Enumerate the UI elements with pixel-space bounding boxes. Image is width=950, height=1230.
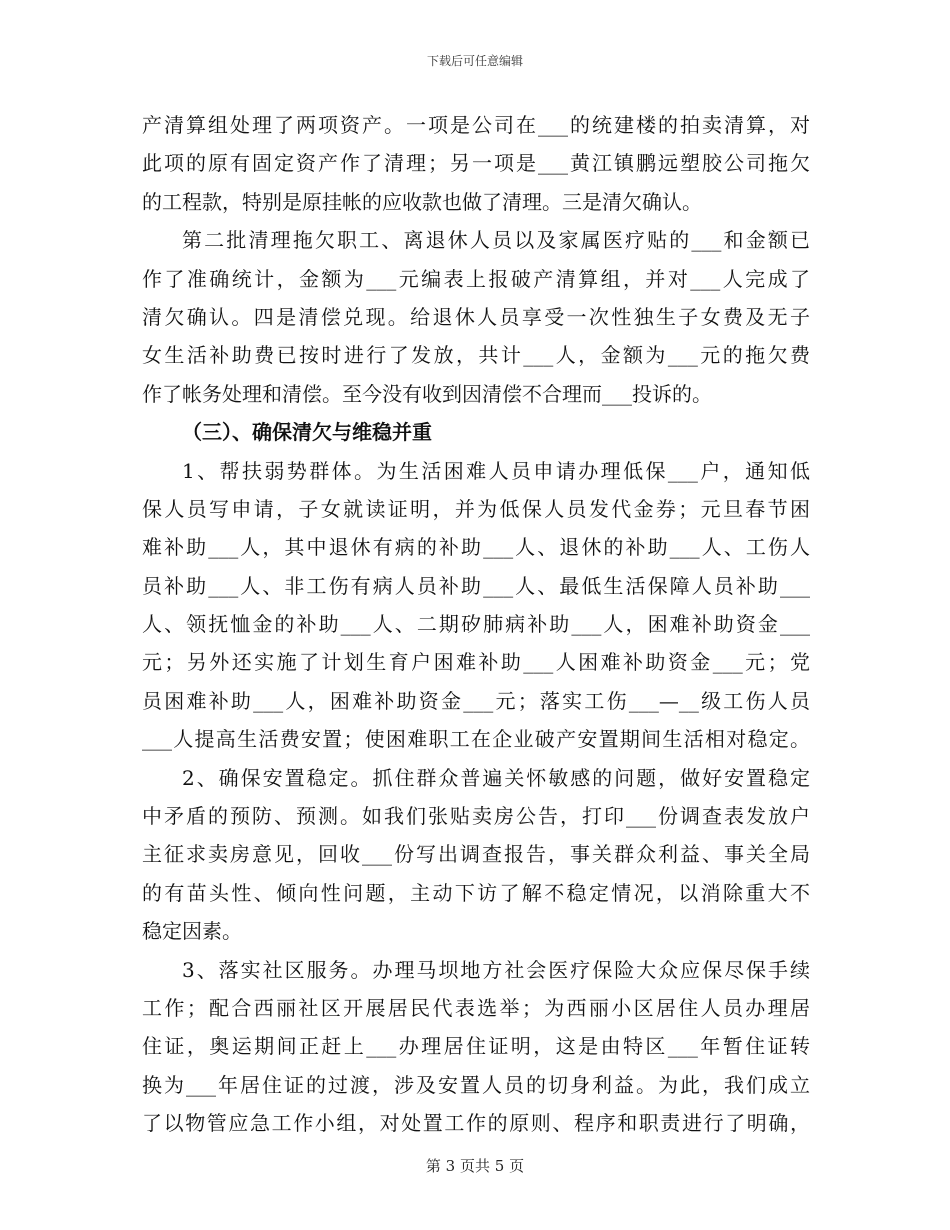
body-line-21: 的有苗头性、倾向性问题，主动下访了解不稳定情况，以消除重大不 [142,880,810,905]
body-line-11: 保人员写申请，子女就读证明，并为低保人员发代金券；元旦春节困 [142,496,810,521]
body-line-5: 作了准确统计，金额为___元编表上报破产清算组，并对___人完成了 [142,266,810,291]
body-line-3: 的工程款，特别是原挂帐的应收款也做了清理。三是清欠确认。 [142,189,702,214]
body-line-2: 此项的原有固定资产作了清理；另一项是___黄江镇鹏远塑胶公司拖欠 [142,151,810,176]
body-line-1: 产清算组处理了两项资产。一项是公司在___的统建楼的拍卖清算，对 [142,113,810,137]
body-line-19: 中矛盾的预防、预测。如我们张贴卖房公告，打印___份调查表发放户 [142,804,810,829]
body-line-15: 元；另外还实施了计划生育户困难补助___人困难补助资金___元；党 [142,650,810,675]
body-line-23: 3、落实社区服务。办理马坝地方社会医疗保险大众应保尽保手续 [182,957,810,982]
body-line-24: 工作；配合西丽社区开展居民代表选举；为西丽小区居住人员办理居 [142,995,810,1020]
body-line-26: 换为___年居住证的过渡，涉及安置人员的切身利益。为此，我们成立 [142,1072,810,1097]
body-line-4: 第二批清理拖欠职工、离退休人员以及家属医疗贴的___和金额已 [182,228,810,253]
body-line-6: 清欠确认。四是清偿兑现。给退休人员享受一次性独生子女费及无子 [142,304,810,329]
body-line-18: 2、确保安置稳定。抓住群众普遍关怀敏感的问题，做好安置稳定 [182,765,810,790]
body-line-13: 员补助___人、非工伤有病人员补助___人、最低生活保障人员补助___ [142,573,810,598]
body-line-25: 住证，奥运期间正赶上___办理居住证明，这是由特区___年暂住证转 [142,1034,810,1059]
body-line-16: 员困难补助___人，困难补助资金___元；落实工伤___—__级工伤人员 [142,688,810,713]
body-line-7: 女生活补助费已按时进行了发放，共计___人，金额为___元的拖欠费 [142,343,810,368]
page-header-note: 下载后可任意编辑 [426,54,523,68]
section-heading: （三）、确保清欠与维稳并重 [182,420,432,445]
body-line-14: 人、领抚恤金的补助___人、二期矽肺病补助___人，困难补助资金___ [142,612,810,637]
body-line-12: 难补助___人，其中退休有病的补助___人、退休的补助___人、工伤人 [142,535,810,560]
document-body [142,106,810,1143]
body-line-10: 1、帮扶弱势群体。为生活困难人员申请办理低保___户，通知低 [182,458,810,483]
body-line-20: 主征求卖房意见，回收___份写出调查报告，事关群众利益、事关全局 [142,842,810,867]
page-number-footer: 第 3 页共 5 页 [425,1157,525,1175]
body-line-22: 稳定因素。 [142,919,242,944]
body-line-8: 作了帐务处理和清偿。至今没有收到因清偿不合理而___投诉的。 [142,381,712,406]
body-line-17: ___人提高生活费安置；使困难职工在企业破产安置期间生活相对稳定。 [142,727,810,752]
body-line-27: 了以物管应急工作小组，对处置工作的原则、程序和职责进行了明确， [142,1111,810,1136]
